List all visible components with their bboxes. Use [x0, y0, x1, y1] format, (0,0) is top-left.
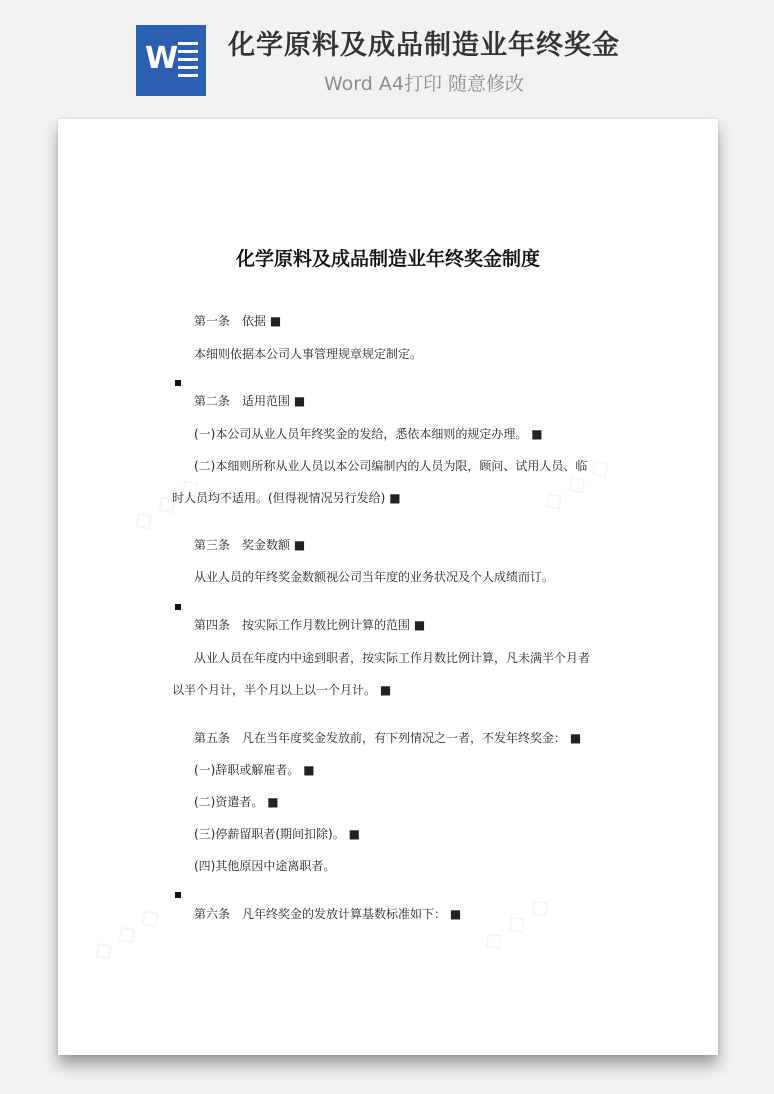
paragraph-mark: ■ — [531, 427, 543, 441]
banner-title: 化学原料及成品制造业年终奖金 — [228, 30, 620, 61]
paragraph-line — [194, 568, 554, 586]
paragraph-line — [194, 425, 543, 443]
word-document-icon — [136, 25, 206, 96]
paragraph-mark-icon — [175, 892, 181, 898]
paragraph-mark: ■ — [569, 731, 582, 745]
paragraph-line — [194, 649, 590, 667]
line-text: 本细则依据本公司人事管理规章规定制定。 — [194, 347, 423, 361]
article-heading — [194, 312, 281, 330]
watermark-decoration: ◇ ◇ ◇ — [536, 449, 617, 519]
paragraph-mark: ■ — [389, 491, 401, 505]
paragraph-line — [194, 825, 360, 843]
paragraph-mark: ■ — [303, 763, 315, 777]
paragraph-mark-icon — [175, 380, 181, 386]
paragraph-mark: ■ — [293, 394, 306, 408]
paragraph-mark: ■ — [379, 683, 392, 697]
watermark-decoration: ◇ ◇ ◇ — [86, 899, 167, 969]
paragraph-line — [172, 681, 391, 699]
paragraph-line — [194, 793, 279, 811]
header-banner — [0, 0, 774, 110]
paragraph-line — [194, 457, 587, 475]
paragraph-mark: ■ — [449, 907, 462, 921]
line-text: 第三条 奖金数额 — [194, 538, 291, 552]
article-heading — [194, 729, 581, 747]
line-text: 从业人员的年终奖金数额视公司当年度的业务状况及个人成绩而订。 — [194, 570, 555, 584]
line-text: 从业人员在年度内中途到职者，按实际工作月数比例计算，凡未满半个月者 — [194, 651, 591, 665]
line-text: (三)停薪留职者(期间扣除)。 — [194, 827, 345, 841]
banner-subtitle: Word A4打印 随意修改 — [324, 73, 525, 95]
line-text: (四)其他原因中途离职者。 — [194, 859, 336, 873]
document-page — [58, 119, 718, 1055]
line-text: 第六条 凡年终奖金的发放计算基数标准如下： — [194, 907, 447, 921]
article-heading — [194, 536, 305, 554]
paragraph-mark: ■ — [413, 618, 426, 632]
line-text: (一)本公司从业人员年终奖金的发给，悉依本细则的规定办理。 — [194, 427, 528, 441]
line-text: (二)本细则所称从业人员以本公司编制内的人员为限，顾问、试用人员、临 — [194, 459, 588, 473]
line-text: 时人员均不适用。(但得视情况另行发给) — [172, 491, 386, 505]
word-letter-icon: W — [145, 41, 179, 76]
article-heading — [194, 905, 461, 923]
line-text: 第一条 依据 — [194, 314, 267, 328]
paragraph-line — [194, 857, 335, 875]
paragraph-line — [172, 489, 401, 507]
paragraph-mark: ■ — [269, 314, 282, 328]
paragraph-line — [194, 345, 422, 363]
document-title: 化学原料及成品制造业年终奖金制度 — [235, 248, 540, 270]
paragraph-mark-icon — [175, 604, 181, 610]
paragraph-line — [194, 761, 315, 779]
article-heading — [194, 392, 305, 410]
line-text: 第五条 凡在当年度奖金发放前，有下列情况之一者，不发年终奖金： — [194, 731, 567, 745]
watermark-decoration: ◇ ◇ ◇ — [476, 889, 557, 959]
watermark-decoration: ◇ ◇ ◇ — [126, 469, 207, 539]
line-text: (一)辞职或解雇者。 — [194, 763, 300, 777]
paragraph-mark: ■ — [348, 827, 360, 841]
line-text: 第四条 按实际工作月数比例计算的范围 — [194, 618, 411, 632]
line-text: 第二条 适用范围 — [194, 394, 291, 408]
paragraph-mark: ■ — [267, 795, 279, 809]
text-lines-icon — [178, 42, 198, 80]
line-text: 以半个月计，半个月以上以一个月计。 — [172, 683, 377, 697]
line-text: (二)资遣者。 — [194, 795, 264, 809]
paragraph-mark: ■ — [293, 538, 306, 552]
article-heading — [194, 616, 425, 634]
